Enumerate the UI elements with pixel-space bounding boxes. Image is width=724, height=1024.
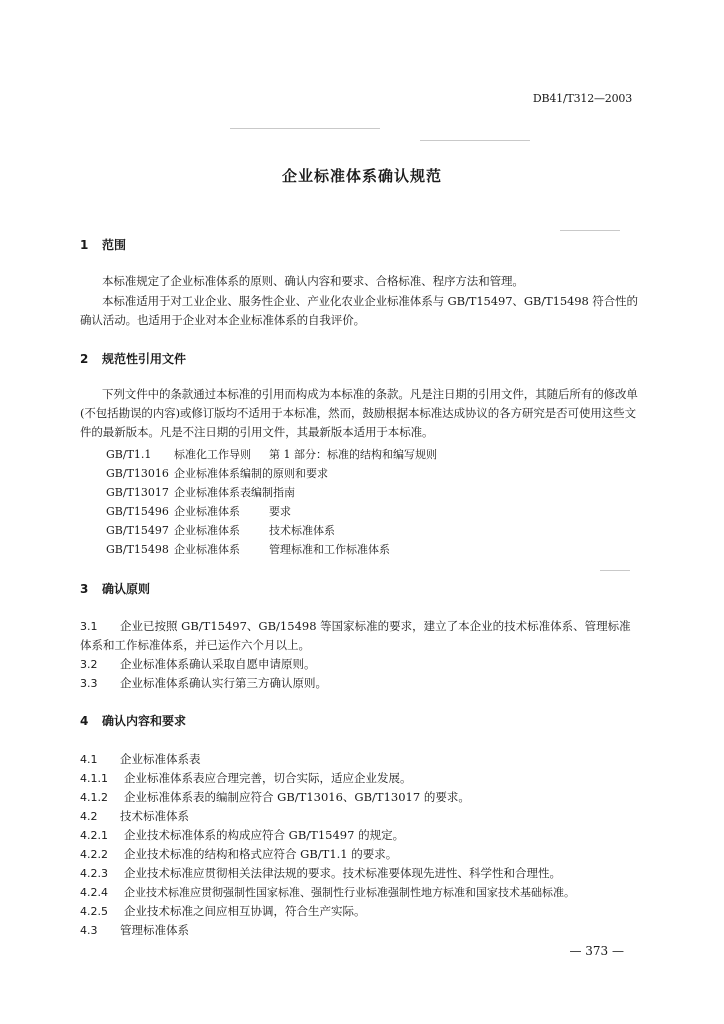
scan-artifact <box>560 230 620 231</box>
clause-number: 4.1 <box>80 753 98 766</box>
clause-text: 技术标准体系 <box>120 809 189 823</box>
clause-3-1 <box>80 617 640 655</box>
document-code: DB41/T312—2003 <box>532 92 632 105</box>
clause-text: 企业技术标准应贯彻相关法律法规的要求。技术标准要体现先进性、科学性和合理性。 <box>124 866 561 880</box>
reference-code: GB/T13016 <box>106 467 169 480</box>
reference-row <box>106 465 328 483</box>
clause-number: 3.2 <box>80 658 98 671</box>
reference-row <box>106 503 291 521</box>
scan-artifact <box>420 140 530 141</box>
reference-title: 企业标准体系 <box>174 505 240 518</box>
clause-4-2 <box>80 807 640 826</box>
reference-title: 企业标准体系 <box>174 543 240 556</box>
reference-title: 标准化工作导则 <box>174 448 251 461</box>
clause-4-1-1 <box>80 769 640 788</box>
clause-text: 管理标准体系 <box>120 923 189 937</box>
clause-text: 企业已按照 GB/T15497、GB/15498 等国家标准的要求，建立了本企业的技术标准体系、管理标准体系和工作标准体系，并已运作六个月以上。 <box>80 619 631 652</box>
clause-number: 3.3 <box>80 677 98 690</box>
reference-row <box>106 541 390 559</box>
scan-artifact <box>600 570 630 571</box>
clause-text: 企业标准体系确认实行第三方确认原则。 <box>120 676 327 690</box>
reference-row <box>106 522 335 540</box>
clause-number: 4.3 <box>80 924 98 937</box>
clause-text: 企业技术标准体系的构成应符合 GB/T15497 的规定。 <box>124 828 405 842</box>
clause-number: 4.1.1 <box>80 772 108 785</box>
reference-title: 企业标准体系编制的原则和要求 <box>174 467 328 480</box>
document-title: 企业标准体系确认规范 <box>281 167 442 185</box>
clause-number: 4.2 <box>80 810 98 823</box>
reference-code: GB/T15497 <box>106 524 169 537</box>
section-number: 2 <box>80 352 89 366</box>
reference-code: GB/T1.1 <box>106 448 152 461</box>
section-title: 范围 <box>102 238 127 252</box>
section-number: 4 <box>80 714 89 728</box>
clause-number: 4.2.1 <box>80 829 108 842</box>
clause-text: 企业技术标准应贯彻强制性国家标准、强制性行业标准强制性地方标准和国家技术基础标准。 <box>124 886 575 899</box>
clause-text: 企业标准体系表 <box>120 752 201 766</box>
clause-number: 3.1 <box>80 620 98 633</box>
section-3-heading <box>80 580 150 597</box>
section-1-paragraph-1: 本标准规定了企业标准体系的原则、确认内容和要求、合格标准、程序方法和管理。 <box>102 274 524 288</box>
clause-number: 4.1.2 <box>80 791 108 804</box>
section-1-heading <box>80 236 126 253</box>
section-number: 3 <box>80 582 89 596</box>
clause-number: 4.2.2 <box>80 848 108 861</box>
clause-number: 4.2.3 <box>80 867 108 880</box>
clause-4-2-1 <box>80 826 640 845</box>
section-4-heading <box>80 712 186 729</box>
section-title: 规范性引用文件 <box>102 352 187 366</box>
clause-text: 企业技术标准之间应相互协调，符合生产实际。 <box>124 904 366 918</box>
clause-4-3 <box>80 921 640 940</box>
reference-title: 企业标准体系 <box>174 524 240 537</box>
section-number: 1 <box>80 238 89 252</box>
reference-code: GB/T13017 <box>106 486 169 499</box>
section-2-heading <box>80 350 186 367</box>
clause-number: 4.2.5 <box>80 905 108 918</box>
clause-3-2 <box>80 655 640 674</box>
section-2-paragraph-1: 下列文件中的条款通过本标准的引用而构成为本标准的条款。凡是注日期的引用文件，其随后所有的修改单(不包括勘误的内容)或修订版均不适用于本标准，然而，鼓励根据本标准达成协议的各方研究是否可使用这些文件的最新版本。凡是不注日期的引用文件，其最新版本适用于本标准。 <box>80 387 638 439</box>
clause-4-2-3 <box>80 864 640 883</box>
clause-text: 企业标准体系表应合理完善，切合实际，适应企业发展。 <box>124 771 412 785</box>
reference-code: GB/T15496 <box>106 505 169 518</box>
reference-subtitle: 技术标准体系 <box>269 524 335 537</box>
clause-number: 4.2.4 <box>80 886 108 899</box>
reference-subtitle: 管理标准和工作标准体系 <box>269 543 390 556</box>
clause-4-1-2 <box>80 788 640 807</box>
page-number: — 373 — <box>569 944 624 958</box>
clause-4-2-4 <box>80 883 640 902</box>
reference-subtitle: 第 1 部分：标准的结构和编写规则 <box>269 448 437 461</box>
reference-subtitle: 要求 <box>269 505 291 518</box>
clause-3-3 <box>80 674 640 693</box>
clause-4-1 <box>80 750 640 769</box>
section-title: 确认原则 <box>102 582 151 596</box>
clause-text: 企业标准体系确认采取自愿申请原则。 <box>120 657 316 671</box>
reference-row <box>106 446 437 464</box>
clause-text: 企业技术标准的结构和格式应符合 GB/T1.1 的要求。 <box>124 847 398 861</box>
scan-artifact <box>230 128 380 129</box>
section-1-paragraph-2: 本标准适用于对工业企业、服务性企业、产业化农业企业标准体系与 GB/T15497、GB/T15498 符合性的确认活动。也适用于企业对本企业标准体系的自我评价。 <box>80 294 638 327</box>
clause-4-2-5 <box>80 902 640 921</box>
clause-text: 企业标准体系表的编制应符合 GB/T13016、GB/T13017 的要求。 <box>124 790 470 804</box>
reference-title: 企业标准体系表编制指南 <box>174 486 295 499</box>
reference-row <box>106 484 295 502</box>
clause-4-2-2 <box>80 845 640 864</box>
reference-code: GB/T15498 <box>106 543 169 556</box>
section-title: 确认内容和要求 <box>102 714 187 728</box>
